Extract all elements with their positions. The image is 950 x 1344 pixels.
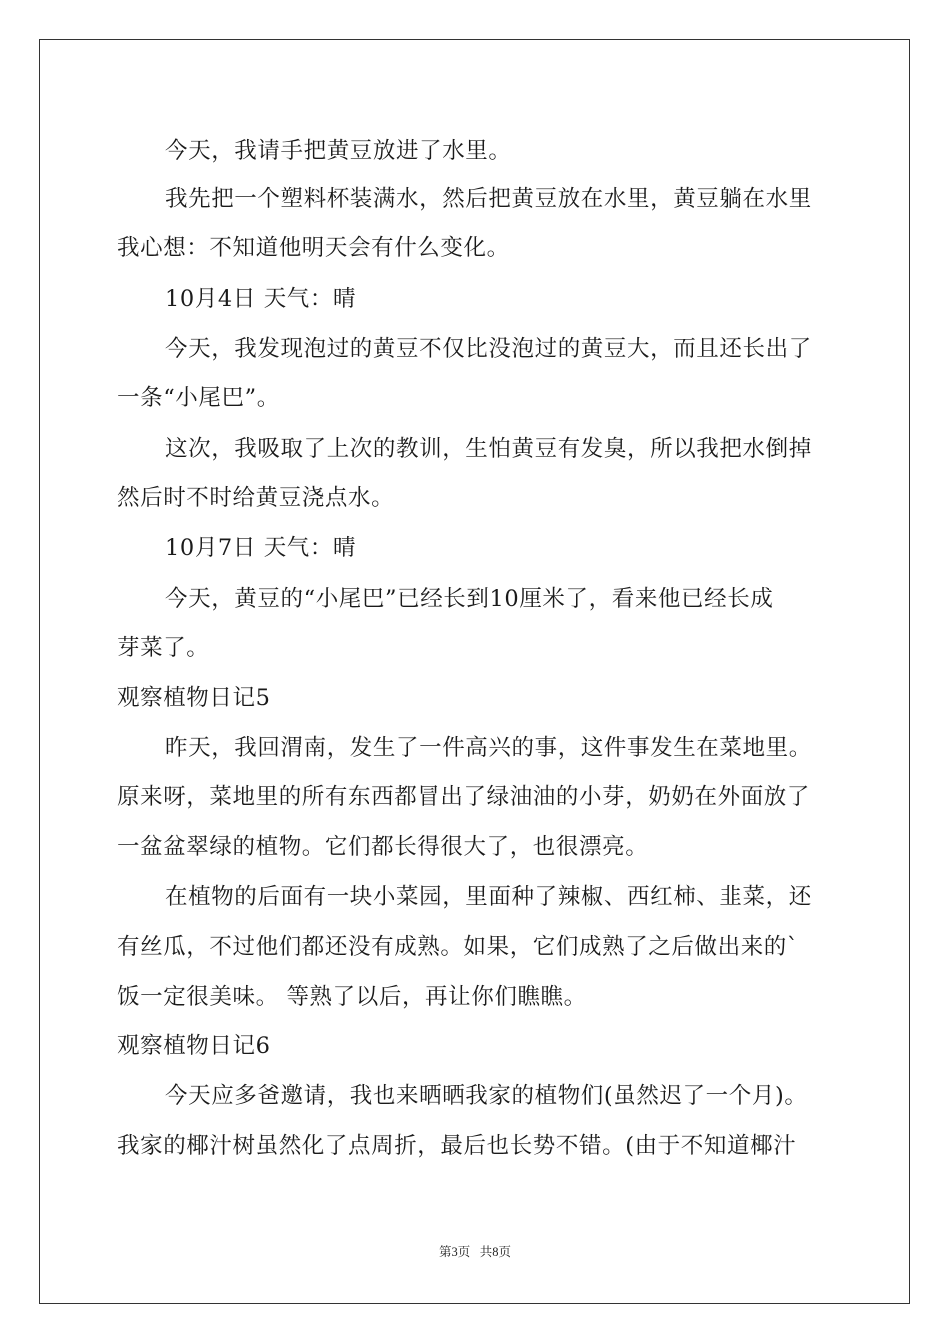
paragraph-line: 芽菜了。 [117,635,210,661]
paragraph-line: 然后时不时给黄豆浇点水。 [117,485,395,511]
paragraph-line: 一条“小尾巴”。 [117,385,280,411]
paragraph-line: 今天，我请手把黄豆放进了水里。 [165,138,512,164]
page-total: 共8页 [479,1245,511,1259]
paragraph-line: 在植物的后面有一块小菜园，里面种了辣椒、西红柿、韭菜，还 [165,884,812,910]
paragraph-line: 原来呀，菜地里的所有东西都冒出了绿油油的小芽，奶奶在外面放了 [117,784,811,810]
paragraph-line: 我先把一个塑料杯装满水，然后把黄豆放在水里，黄豆躺在水里 [165,186,812,212]
diary-date-line: 10月4日 天气：晴 [165,286,357,312]
page-footer [0,1244,950,1260]
section-heading: 观察植物日记5 [117,685,271,711]
paragraph-line: 今天应多爸邀请，我也来晒晒我家的植物们(虽然迟了一个月)。 [165,1083,808,1109]
section-heading: 观察植物日记6 [117,1033,271,1059]
paragraph-line: 一盆盆翠绿的植物。它们都长得很大了，也很漂亮。 [117,834,649,860]
diary-date-line: 10月7日 天气：晴 [165,535,357,561]
paragraph-line: 我心想：不知道他明天会有什么变化。 [117,235,510,261]
paragraph-line: 昨天，我回渭南，发生了一件高兴的事，这件事发生在菜地里。 [165,735,812,761]
page-border [39,39,910,1304]
paragraph-line: 饭一定很美味。 等熟了以后，再让你们瞧瞧。 [117,984,587,1010]
paragraph-line: 我家的椰汁树虽然化了点周折，最后也长势不错。(由于不知道椰汁 [117,1133,797,1159]
paragraph-line: 今天，我发现泡过的黄豆不仅比没泡过的黄豆大，而且还长出了 [165,336,812,362]
paragraph-line: 有丝瓜，不过他们都还没有成熟。如果，它们成熟了之后做出来的` [117,934,799,960]
page-number: 第3页 [439,1245,471,1259]
paragraph-line: 今天，黄豆的“小尾巴”已经长到10厘米了，看来他已经长成 [165,586,774,612]
paragraph-line: 这次，我吸取了上次的教训，生怕黄豆有发臭，所以我把水倒掉 [165,436,812,462]
